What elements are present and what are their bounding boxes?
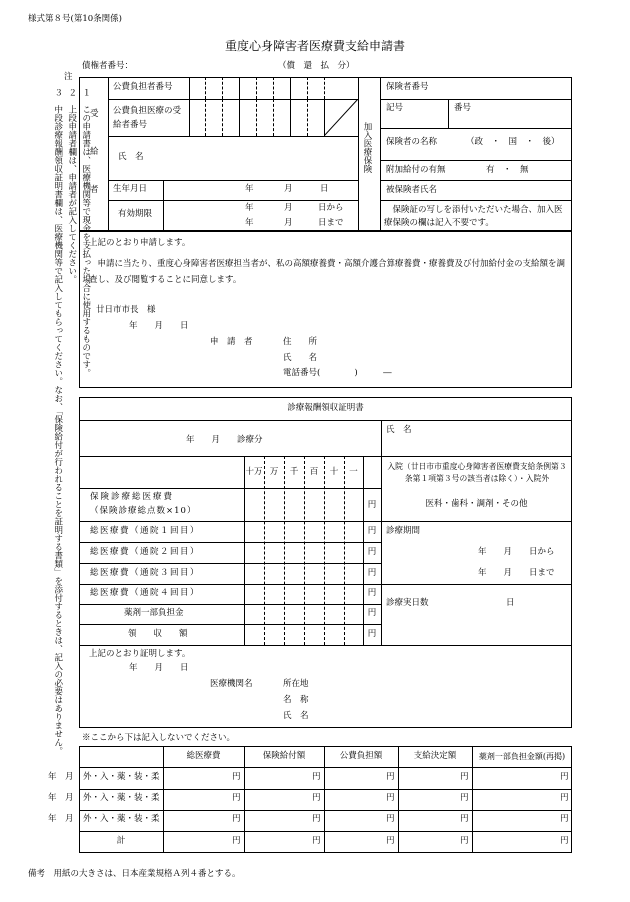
office-yen-r3-c1: 円 — [232, 814, 241, 824]
office-yen-r1-c3: 円 — [386, 772, 395, 782]
office-yen-r1-c2: 円 — [312, 772, 321, 782]
name-label: 氏 名 — [118, 152, 144, 162]
office-row-3-type: 外・入・薬・装・柔 — [83, 814, 160, 824]
institution-label: 医療機関名 — [210, 679, 253, 689]
repayment-label: （償 還 払 分） — [278, 61, 355, 71]
office-yen-r3-c2: 円 — [312, 814, 321, 824]
application-date: 年 月 日 — [129, 321, 189, 331]
digit-header-1: 一 — [349, 467, 358, 477]
days-unit: 日 — [506, 598, 515, 608]
period-from: 年 月 日から — [478, 547, 555, 557]
institution-name-label: 名 称 — [283, 695, 309, 705]
addressee: 廿日市市長 様 — [96, 305, 156, 315]
actual-days-label: 診療実日数 — [386, 598, 429, 608]
office-header-decision: 支給決定額 — [413, 751, 457, 761]
birthdate-label: 生年月日 — [113, 184, 148, 194]
office-row-3-ym: 年 月 — [48, 814, 74, 824]
office-yen-r4-c1: 円 — [232, 836, 241, 846]
total-medical-sub: （保険診療総点数×10） — [90, 506, 197, 516]
supplement-options: 有 ・ 無 — [486, 165, 529, 175]
address-label: 住 所 — [283, 337, 318, 347]
received-amount-label: 領 収 額 — [128, 629, 188, 639]
yen-unit-row-7: 円 — [367, 629, 377, 639]
office-yen-r2-c5: 円 — [560, 793, 569, 803]
valid-from-day: 日から — [318, 203, 344, 213]
office-header-drug: 薬剤一部負担金額(再掲) — [478, 752, 566, 761]
valid-from-month: 月 — [284, 203, 293, 213]
insurance-notice: 保険証の写しを添付いただいた場合、加入医療保険の欄は記入不要です。 — [384, 205, 563, 229]
receipt-period-label: 年 月 診療分 — [186, 435, 263, 445]
insurer-number-label: 保険者番号 — [386, 82, 429, 92]
office-yen-r2-c4: 円 — [460, 793, 469, 803]
yen-unit-row-1: 円 — [367, 500, 377, 510]
office-yen-r4-c5: 円 — [560, 836, 569, 846]
valid-period-label: 有効期限 — [118, 209, 153, 219]
certify-date: 年 月 日 — [129, 663, 189, 673]
consent-text: 申請に当たり、重度心身障害者医療担当者が、私の高額療養費・高額介護合算療養費・療養費及び付加給付金の支給額を調査し、及び閲覧することに同意します。 — [89, 259, 566, 286]
office-yen-r4-c3: 円 — [386, 836, 395, 846]
receipt-name-label: 氏 名 — [386, 425, 412, 435]
office-yen-r2-c2: 円 — [312, 793, 321, 803]
visit-2-label: 総医療費（通院２回目） — [90, 547, 201, 557]
birth-month: 月 — [284, 184, 293, 194]
form-number: 様式第８号(第10条関係) — [28, 14, 122, 24]
birth-year: 年 — [245, 184, 254, 194]
certify-text: 上記のとおり証明します。 — [89, 649, 191, 659]
office-yen-r4-c4: 円 — [460, 836, 469, 846]
page-title: 重度心身障害者医療費支給申請書 — [224, 39, 405, 53]
digit-header-1k: 千 — [289, 467, 299, 477]
inpatient-note: 入院（廿日市市重度心身障害者医療費支給条例第３条第１項第３号の該当者は除く）・入院外 — [387, 462, 567, 484]
insurer-name-label: 保険者の名称 — [386, 137, 438, 147]
office-yen-r1-c4: 円 — [460, 772, 469, 782]
yen-unit-row-3: 円 — [367, 547, 377, 557]
digit-header-100: 百 — [309, 467, 319, 477]
office-yen-r3-c5: 円 — [560, 814, 569, 824]
digit-header-10: 十 — [329, 467, 339, 477]
valid-from-year: 年 — [245, 203, 254, 213]
office-row-1-type: 外・入・薬・装・柔 — [83, 772, 160, 782]
office-total-label: 計 — [116, 836, 126, 846]
applicant-name-label: 氏 名 — [283, 353, 318, 363]
total-medical-label: 保険診療総医療費 — [90, 492, 175, 502]
insurer-types: （政 ・ 国 ・ 後） — [466, 137, 560, 147]
office-notice: ※ここから下は記入しないでください。 — [82, 733, 236, 743]
period-label: 診療期間 — [386, 526, 421, 536]
office-yen-r3-c3: 円 — [386, 814, 395, 824]
office-header-public: 公費負担額 — [339, 751, 383, 761]
yen-unit-row-4: 円 — [367, 568, 377, 578]
office-header-total: 総医療費 — [186, 751, 221, 761]
office-header-insurance: 保険給付額 — [262, 751, 306, 761]
supplement-label: 附加給付の有無 — [386, 165, 446, 175]
recipient-label-3: 者 — [90, 185, 99, 195]
receipt-title: 診療報酬領収証明書 — [287, 403, 364, 413]
dept-options: 医科・歯科・調剤・その他 — [425, 499, 528, 509]
valid-to-year: 年 — [245, 218, 254, 228]
visit-1-label: 総医療費（通院１回目） — [90, 526, 201, 536]
application-intro: 上記のとおり申請します。 — [89, 238, 191, 248]
yen-unit-row-2: 円 — [367, 526, 377, 536]
payer-number-label: 公費負担者番号 — [113, 82, 173, 92]
digit-header-100k: 十万 — [245, 467, 263, 477]
location-label: 所在地 — [283, 679, 309, 689]
office-yen-r2-c1: 円 — [232, 793, 241, 803]
recipient-number-label: 公費負担医療の受給者番号 — [113, 106, 182, 131]
office-yen-r2-c3: 円 — [386, 793, 395, 803]
drug-copay-label: 薬剤一部負担金 — [124, 608, 184, 618]
office-row-2-type: 外・入・薬・装・柔 — [83, 793, 160, 803]
visit-3-label: 総医療費（通院３回目） — [90, 568, 201, 578]
applicant-label: 申 請 者 — [210, 337, 253, 347]
insurance-vertical-label: 加入医療保険 — [362, 122, 372, 173]
side-note-2: ２ 上段申請者欄は、申請者が記入してください。 — [66, 88, 77, 284]
visit-4-label: 総医療費（通院４回目） — [90, 588, 201, 598]
valid-to-day: 日まで — [318, 218, 344, 228]
birth-day: 日 — [320, 184, 329, 194]
office-yen-r3-c4: 円 — [460, 814, 469, 824]
office-row-2-ym: 年 月 — [48, 793, 74, 803]
side-note-1: １ この申請書は、医療機関等で現金を支払った場合に使用するものです。 — [80, 88, 91, 377]
digit-header-10k: 万 — [269, 467, 279, 477]
period-to: 年 月 日まで — [478, 568, 555, 578]
office-yen-r1-c1: 円 — [232, 772, 241, 782]
phone-label: 電話番号( ) ― — [283, 368, 392, 378]
number-label: 番号 — [454, 103, 472, 113]
notes-heading: 注 — [64, 72, 73, 82]
recipient-label-2: 給 — [90, 147, 99, 157]
side-note-3: ３ 中段診療報酬領収証明書欄は、医療機関等で記入してもらってください。なお、「保険給付が行われることを証明する書類」を添付するときは、記入の必要はありません。 — [52, 88, 63, 756]
valid-to-month: 月 — [284, 218, 293, 228]
creditor-label: 債権者番号： — [82, 61, 134, 71]
office-yen-r1-c5: 円 — [560, 772, 569, 782]
footer-note: 備考 用紙の大きさは、日本産業規格Ａ列４番とする。 — [28, 869, 241, 879]
yen-unit-row-6: 円 — [367, 608, 377, 618]
doctor-name-label: 氏 名 — [283, 711, 309, 721]
yen-unit-row-5: 円 — [367, 588, 377, 598]
office-yen-r4-c2: 円 — [312, 836, 321, 846]
recipient-label-1: 受 — [90, 109, 99, 119]
office-row-1-ym: 年 月 — [48, 772, 74, 782]
symbol-label: 記号 — [386, 103, 404, 113]
insured-name-label: 被保険者氏名 — [386, 185, 438, 195]
